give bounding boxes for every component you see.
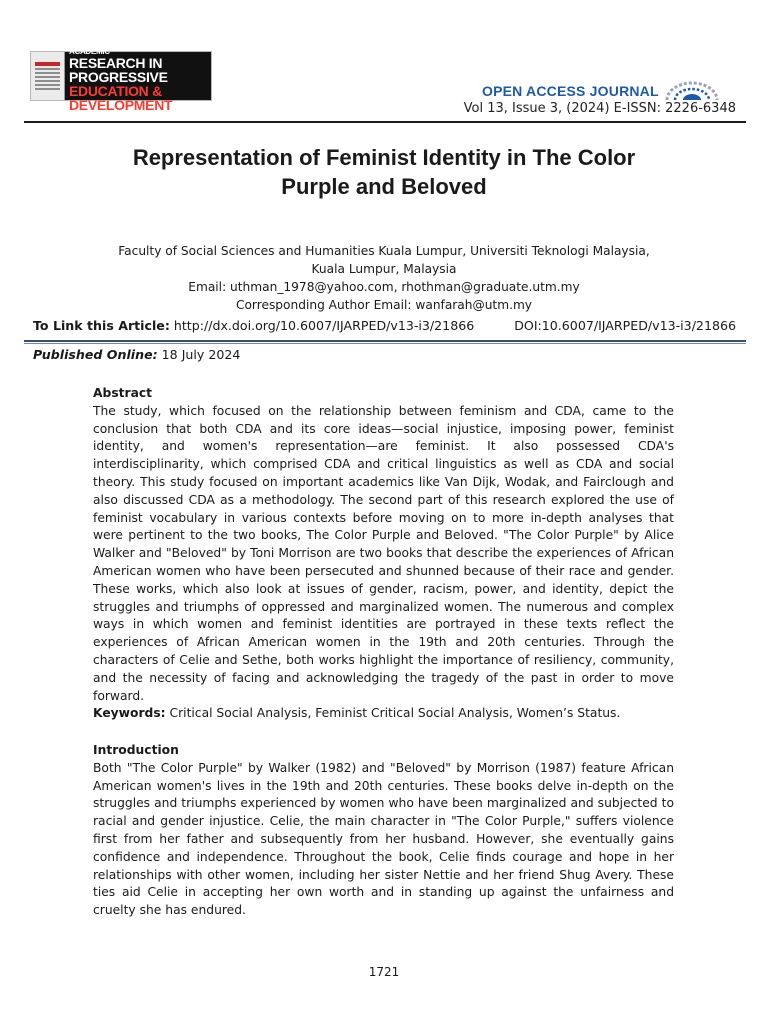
email-line: Email: uthman_1978@yahoo.com, rhothman@graduate.utm.my xyxy=(188,280,580,294)
volume-info: Vol 13, Issue 3, (2024) E-ISSN: 2226-6348 xyxy=(463,101,736,116)
journal-name-line1: INTERNATIONAL JOURNAL OF ACADEMIC xyxy=(69,39,181,56)
introduction-heading: Introduction xyxy=(93,743,179,757)
link-rule-top xyxy=(24,340,746,342)
paper-title-line1: Representation of Feminist Identity in The Color xyxy=(132,145,636,170)
published-online xyxy=(33,347,240,362)
author-affiliation xyxy=(60,242,708,314)
paper-title xyxy=(60,143,708,201)
affiliation-line1: Faculty of Social Sciences and Humanities Kuala Lumpur, Universiti Teknologi Malaysia, xyxy=(118,244,650,258)
introduction-section xyxy=(93,742,674,920)
article-link-label: To Link this Article: xyxy=(33,318,170,333)
article-link xyxy=(33,318,474,333)
open-access-arc-icon xyxy=(665,81,719,101)
journal-logo xyxy=(30,39,212,113)
article-link-row xyxy=(33,318,736,333)
open-access-badge xyxy=(482,81,719,101)
keywords-label: Keywords: xyxy=(93,706,166,721)
paper-title-line2: Purple and Beloved xyxy=(281,174,487,199)
article-doi[interactable]: DOI:10.6007/IJARPED/v13-i3/21866 xyxy=(514,318,736,333)
corresponding-email-line: Corresponding Author Email: wanfarah@utm.my xyxy=(235,298,533,312)
journal-name xyxy=(65,39,211,113)
journal-name-line2: RESEARCH IN PROGRESSIVE xyxy=(69,55,168,85)
journal-cover-icon xyxy=(31,52,65,100)
page-number: 1721 xyxy=(368,965,400,979)
abstract-text: The study, which focused on the relationship between feminism and CDA, came to the conclusion that both CDA and its core ideas—social injustice, imposing power, feminist identity, and women's representation—are feminist. It also possessed CDA's interdisciplinarity, which comprised CDA and critical linguistics as well as CDA and social theory. This study focused on important academics like Van Dijk, Wodak, and Fairclough and also discussed CDA as a methodology. The second part of this research explored the use of feminist vocabulary in various contexts before moving on to more in-depth analyses that were pertinent to the two books, The Color Purple and Beloved. "The Color Purple" by Alice Walker and "Beloved" by Toni Morrison are two books that describe the experiences of African American women who have been persecuted and shunned because of their race and gender. These works, which also look at issues of gender, racism, power, and identity, depict the struggles and triumphs of oppressed and marginalized women. The numerous and complex ways in which women and feminist identities are portrayed in these texts reflect the experiences of African American women in the 19th and 20th centuries. Through the characters of Celie and Sethe, both works highlight the importance of resiliency, community, and the necessity of facing and acknowledging the tragedy of the past in order to move forward. xyxy=(93,403,674,703)
affiliation-line2: Kuala Lumpur, Malaysia xyxy=(311,262,457,276)
published-date: 18 July 2024 xyxy=(161,347,241,362)
open-access-label: OPEN ACCESS JOURNAL xyxy=(482,83,659,99)
abstract-section xyxy=(93,385,674,723)
journal-name-line3: EDUCATION & DEVELOPMENT xyxy=(69,83,173,113)
published-label: Published Online: xyxy=(33,347,158,362)
header-rule xyxy=(24,121,746,123)
article-url[interactable]: http://dx.doi.org/10.6007/IJARPED/v13-i3/21866 xyxy=(173,318,475,333)
link-rule-bottom xyxy=(24,343,746,344)
abstract-heading: Abstract xyxy=(93,386,153,400)
introduction-text: Both "The Color Purple" by Walker (1982) and "Beloved" by Morrison (1987) feature African American women's lives in the 19th and 20th centuries. These books delve in-depth on the struggles and triumphs experienced by women who have been marginalized and subjected to racial and gender injustice. Celie, the main character in "The Color Purple," suffers violence first from her father and subsequently from her husband. However, she eventually gains confidence and independence. Throughout the book, Celie finds courage and hope in her relationships with other women, including her sister Nettie and her friend Shug Avery. These ties aid Celie in accepting her own worth and in standing up against the unfairness and cruelty she has endured. xyxy=(93,760,674,918)
keywords-line xyxy=(93,705,674,723)
keywords-list: Critical Social Analysis, Feminist Critical Social Analysis, Women’s Status. xyxy=(169,706,621,721)
